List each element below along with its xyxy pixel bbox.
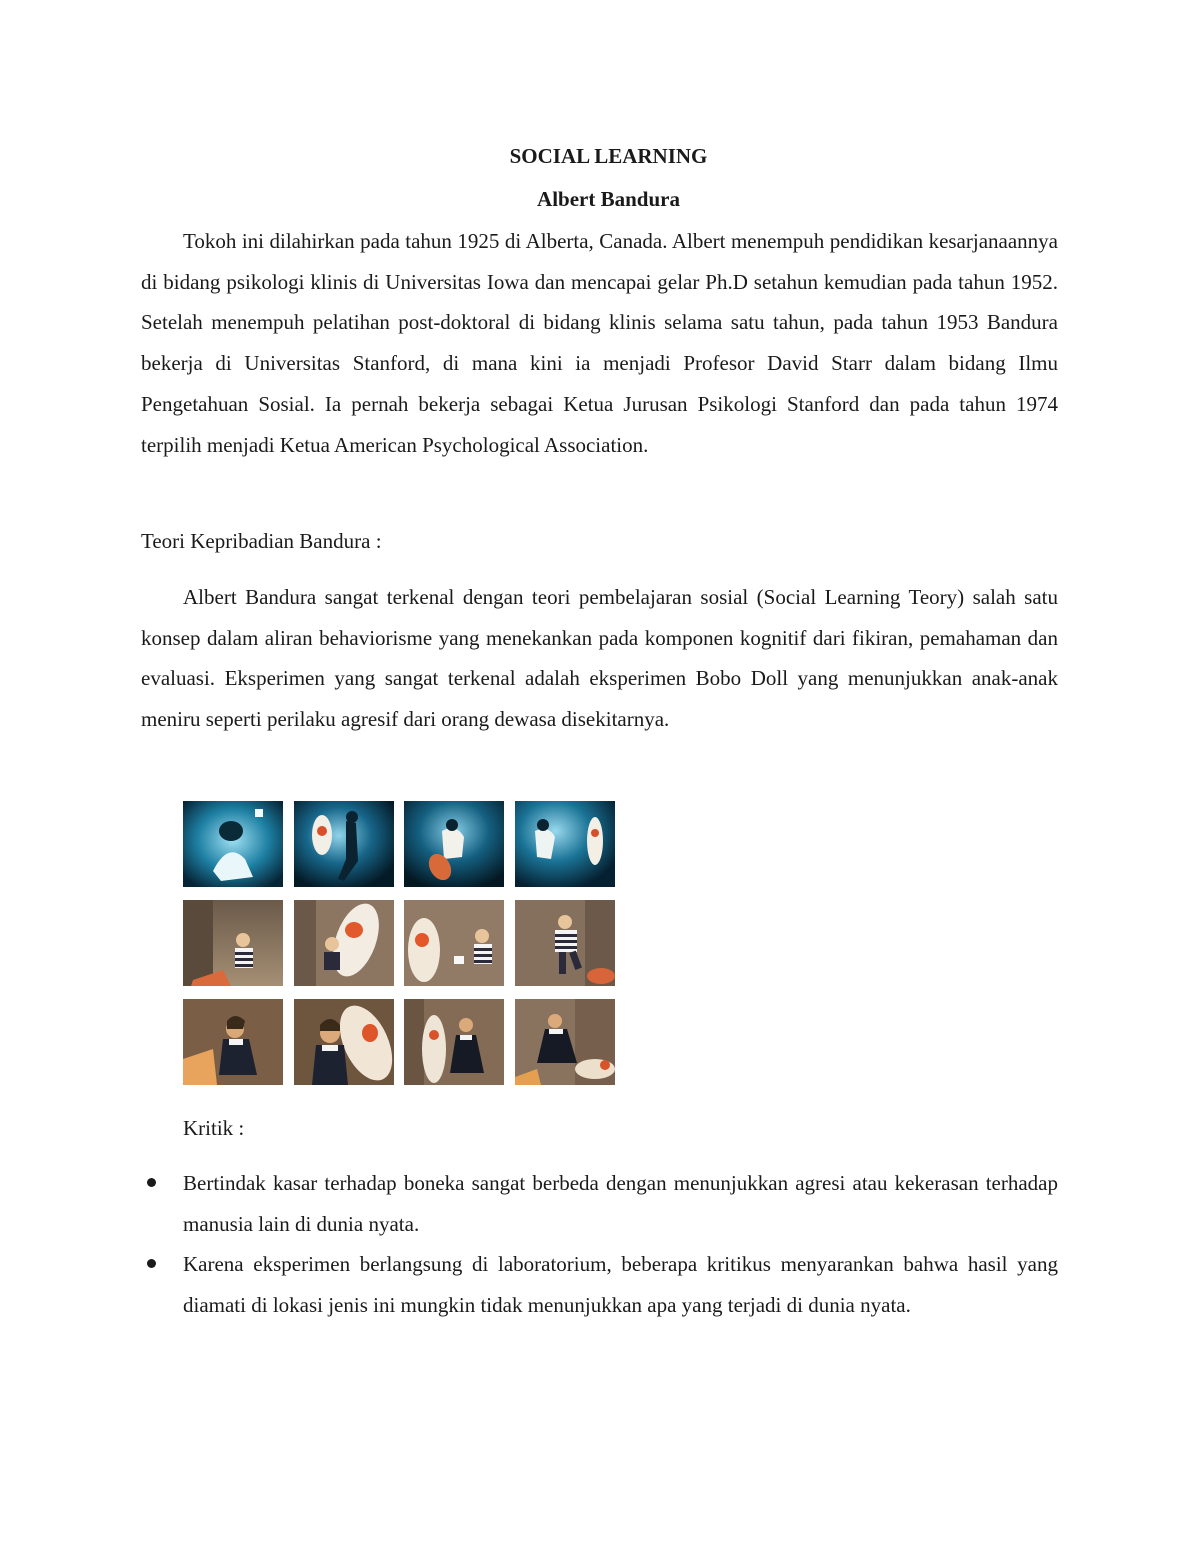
kritik-item-text: Bertindak kasar terhadap boneka sangat berbeda dengan menunjukkan agresi atau kekerasan terhadap manusia lain di dunia nyata. bbox=[183, 1171, 1058, 1236]
photo-adult-1 bbox=[183, 801, 283, 887]
photo-girl-1 bbox=[183, 999, 283, 1085]
biography-paragraph: Tokoh ini dilahirkan pada tahun 1925 di Alberta, Canada. Albert menempuh pendidikan kesarjanaannya di bidang psikologi klinis di Universitas Iowa dan mencapai gelar Ph.D setahun kemudian pada tahun 1952. Setelah menempuh pelatihan post-doktoral di bidang klinis selama satu tahun, pada tahun 1953 Bandura bekerja di Universitas Stanford, di mana kini ia menjadi Profesor David Starr dalam bidang Ilmu Pengetahuan Sosial. Ia pernah bekerja sebagai Ketua Jurusan Psikologi Stanford dan pada tahun 1974 terpilih menjadi Ketua American Psychological Association. bbox=[141, 229, 1058, 457]
photo-girl-2 bbox=[294, 999, 394, 1085]
kritik-heading: Kritik : bbox=[183, 1116, 245, 1140]
bullet-icon bbox=[147, 1259, 156, 1268]
kritik-list bbox=[141, 1163, 1058, 1326]
page-subtitle: Albert Bandura bbox=[537, 187, 680, 211]
page-title: SOCIAL LEARNING bbox=[509, 144, 708, 168]
photo-adult-4 bbox=[515, 801, 615, 887]
photo-girl-4 bbox=[515, 999, 615, 1085]
theory-heading: Teori Kepribadian Bandura : bbox=[141, 529, 382, 553]
bobo-doll-photo-grid bbox=[183, 801, 616, 1085]
photo-boy-1 bbox=[183, 900, 283, 986]
theory-paragraph: Albert Bandura sangat terkenal dengan teori pembelajaran sosial (Social Learning Teory) salah satu konsep dalam aliran behaviorisme yang menekankan pada komponen kognitif dari fikiran, pemahaman dan evaluasi. Eksperimen yang sangat terkenal adalah eksperimen Bobo Doll yang menunjukkan anak-anak meniru seperti perilaku agresif dari orang dewasa disekitarnya. bbox=[141, 585, 1058, 732]
bullet-icon bbox=[147, 1178, 156, 1187]
kritik-item bbox=[141, 1163, 1058, 1244]
kritik-item bbox=[141, 1244, 1058, 1325]
photo-boy-4 bbox=[515, 900, 615, 986]
photo-boy-3 bbox=[404, 900, 504, 986]
photo-adult-2 bbox=[294, 801, 394, 887]
photo-girl-3 bbox=[404, 999, 504, 1085]
photo-boy-2 bbox=[294, 900, 394, 986]
photo-adult-3 bbox=[404, 801, 504, 887]
kritik-item-text: Karena eksperimen berlangsung di laboratorium, beberapa kritikus menyarankan bahwa hasil yang diamati di lokasi jenis ini mungkin tidak menunjukkan apa yang terjadi di dunia nyata. bbox=[183, 1252, 1058, 1318]
